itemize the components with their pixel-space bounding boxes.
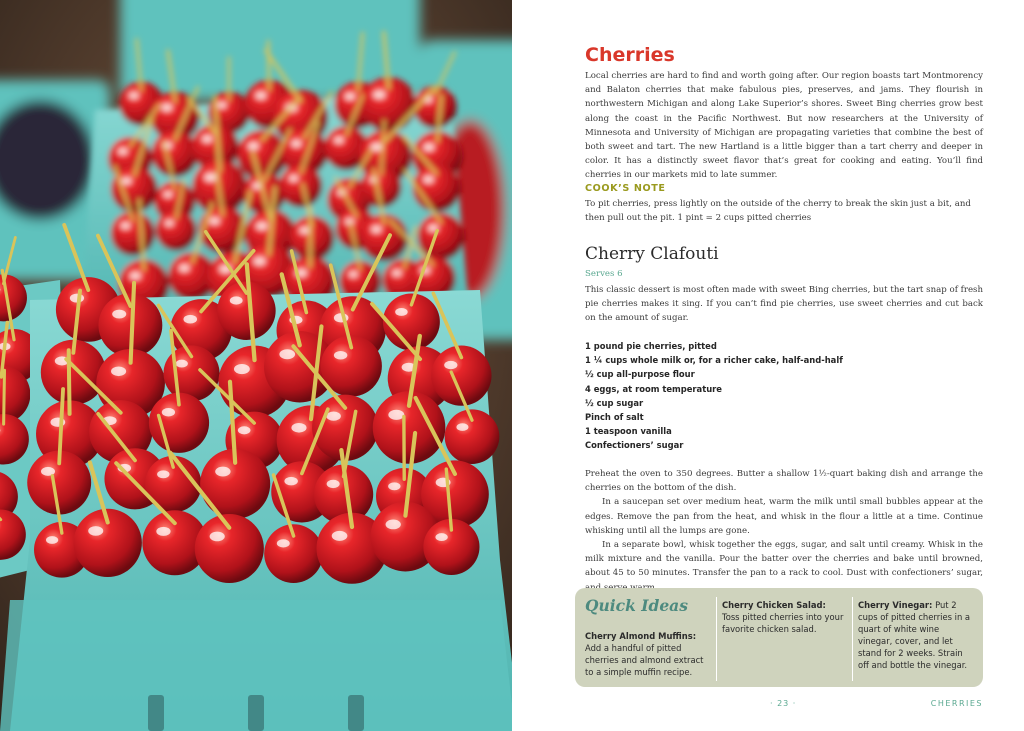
ingredient-item: ½ cup all-purpose flour	[585, 369, 695, 380]
cherry-highlight	[111, 366, 126, 376]
cherry-highlight	[435, 533, 447, 541]
cherry-highlight	[284, 477, 297, 486]
cherry-highlight	[395, 308, 408, 316]
cherry-highlight	[423, 176, 434, 183]
ingredient-item: 4 eggs, at room temperature	[585, 383, 722, 394]
quick-idea-name: Cherry Vinegar:	[858, 600, 933, 610]
cherry-highlight	[209, 218, 219, 225]
quick-ideas-divider	[852, 597, 853, 681]
cooks-note-heading: COOK’S NOTE	[585, 183, 666, 194]
cherry-highlight	[299, 227, 309, 233]
quick-idea-chicken-salad	[722, 599, 850, 635]
cherry-highlight	[326, 412, 341, 421]
cherry-highlight	[327, 480, 340, 488]
ingredient-item: Pinch of salt	[585, 412, 644, 423]
cherry-highlight	[456, 423, 468, 431]
cherry-highlight	[118, 148, 128, 154]
cherry-stem	[4, 370, 5, 424]
cooks-note-text: To pit cherries, press lightly on the outside of the cherry to break the skin just a bit, and then pull out the pit. 1 pint = 2 cups pitted cherries	[585, 199, 971, 224]
ingredient-item: 1 teaspoon vanilla	[585, 426, 672, 437]
cherry-highlight	[423, 144, 434, 151]
cherry-highlight	[210, 532, 225, 542]
recipe-method	[585, 467, 983, 595]
cherry-highlight	[215, 467, 230, 477]
cherry-highlight	[373, 91, 385, 99]
cherry-highlight	[444, 361, 457, 369]
cherry-highlight	[289, 175, 298, 181]
cherry-highlight	[248, 143, 259, 150]
cherry-highlight	[392, 270, 401, 276]
cherry-highlight	[46, 536, 58, 544]
cherry-highlight	[162, 408, 175, 416]
cherries-intro: Local cherries are hard to find and worth going after. Our region boasts tart Montmorency and Balaton cherries that make fabulous pies, preserves, and jams. They flourish in northwestern Michigan and along Lake Superior’s shores. Sweet Bing cherries grow best along the coast in the Pacific Northwest. But now researchers at the University of Minnesota and University of Michigan are propagating varieties that combine the best of both sweet and tart. The new Hartland is a little bigger than a tart cherry and deeper in color. It has a distinctly sweet flavor that’s great for cooking and eating. You’ll find cherries in our markets mid to late summer.	[585, 71, 983, 181]
quick-idea-name: Cherry Chicken Salad:	[722, 600, 826, 610]
cherry-stem	[268, 41, 269, 89]
quick-ideas-divider	[716, 597, 717, 681]
cherry-highlight	[386, 520, 401, 530]
cherry	[413, 164, 461, 212]
cherry-highlight	[345, 93, 355, 100]
cherry-highlight	[291, 140, 301, 147]
cherry-highlight	[121, 178, 131, 185]
cherry-highlight	[88, 526, 103, 536]
cherry-highlight	[279, 349, 295, 359]
cherry-highlight	[202, 136, 212, 143]
quick-ideas-box	[575, 588, 983, 687]
recipe-intro: This classic dessert is most often made with sweet Bing cherries, but the tart snap of fresh pie cherries makes it sing. If you can’t find pie cherries, use sweet cherries and cut back on the amount of sugar.	[585, 285, 983, 324]
quick-idea-vinegar	[858, 599, 976, 671]
cherry-highlight	[255, 92, 266, 99]
cherry-highlight	[345, 219, 354, 225]
quick-idea-muffins	[585, 630, 713, 678]
cherry-highlight	[234, 364, 250, 374]
recipe-serves: Serves 6	[585, 269, 623, 279]
recipe-page	[512, 0, 1024, 731]
cherry-highlight	[371, 226, 381, 233]
cherry-highlight	[163, 192, 172, 198]
ingredient-item: 1 pound pie cherries, pitted	[585, 341, 717, 351]
page-number: · 23 ·	[770, 699, 797, 708]
cherry-highlight	[129, 272, 140, 279]
cherry-highlight	[112, 310, 126, 319]
quick-idea-text: Put 2 cups of pitted cherries in a quart of white wine vinegar, cover, and let stand for 2 weeks. Strain off and bottle the vinegar.	[858, 600, 971, 670]
cherry-highlight	[238, 426, 251, 434]
cherry-highlight	[332, 531, 348, 541]
method-step: Preheat the oven to 350 degrees. Butter a shallow 1½-quart baking dish and arrange the cherries on the bottom of the dish.	[585, 469, 983, 494]
cherry-highlight	[217, 102, 226, 108]
running-head: CHERRIES	[930, 699, 983, 708]
cherry-highlight	[183, 315, 197, 324]
cherry-highlight	[256, 223, 267, 230]
cherry-highlight	[161, 104, 172, 111]
cherry	[195, 514, 264, 583]
recipe-title: Cherry Clafouti	[585, 244, 719, 264]
cherry-highlight	[120, 223, 130, 229]
cherry-highlight	[165, 220, 174, 226]
cherry-highlight	[334, 351, 347, 360]
quick-idea-name: Cherry Almond Muffins:	[585, 631, 697, 641]
cherry-highlight	[204, 174, 216, 182]
method-step: In a saucepan set over medium heat, warm the milk until small bubbles appear at the edges. Remove the pan from the heat, and whisk in the flour a little at a time. Continue whisking until all the lumps are gone.	[585, 497, 983, 536]
cherry-highlight	[230, 296, 243, 304]
cherry-highlight	[348, 272, 357, 278]
cherry-highlight	[291, 423, 306, 433]
ingredient-item: ½ cup sugar	[585, 397, 644, 408]
quick-idea-text: Add a handful of pitted cherries and almond extract to a simple muffin recipe.	[585, 643, 704, 677]
cherry-highlight	[334, 137, 344, 143]
quick-ideas-title: Quick Ideas	[585, 596, 688, 615]
quick-idea-text: Toss pitted cherries into your favorite chicken salad.	[722, 612, 844, 634]
ingredient-item: Confectioners’ sugar	[585, 440, 684, 451]
ingredient-item: 1 ¼ cups whole milk or, for a richer cake, half-and-half	[585, 355, 843, 366]
cherry-highlight	[277, 539, 290, 547]
cherry-highlight	[388, 410, 404, 420]
section-title: Cherries	[585, 44, 675, 66]
cherry-highlight	[156, 527, 170, 536]
cherry-highlight	[253, 257, 265, 265]
cherry-highlight	[176, 360, 188, 368]
cherry-highlight	[388, 482, 400, 490]
cherry-highlight	[179, 265, 190, 272]
ingredient-list	[585, 339, 843, 453]
cherry-highlight	[157, 470, 169, 478]
method-step: In a separate bowl, whisk together the eggs, sugar, and salt until creamy. Whisk in the milk mixture and the vanilla. Pour the batter over the cherries and bake until browned, about 45 to 50 minutes. Transfer the pan to a rack to cool. Dust with confectioners’ sugar,	[585, 540, 983, 579]
cherry-highlight	[129, 93, 139, 99]
